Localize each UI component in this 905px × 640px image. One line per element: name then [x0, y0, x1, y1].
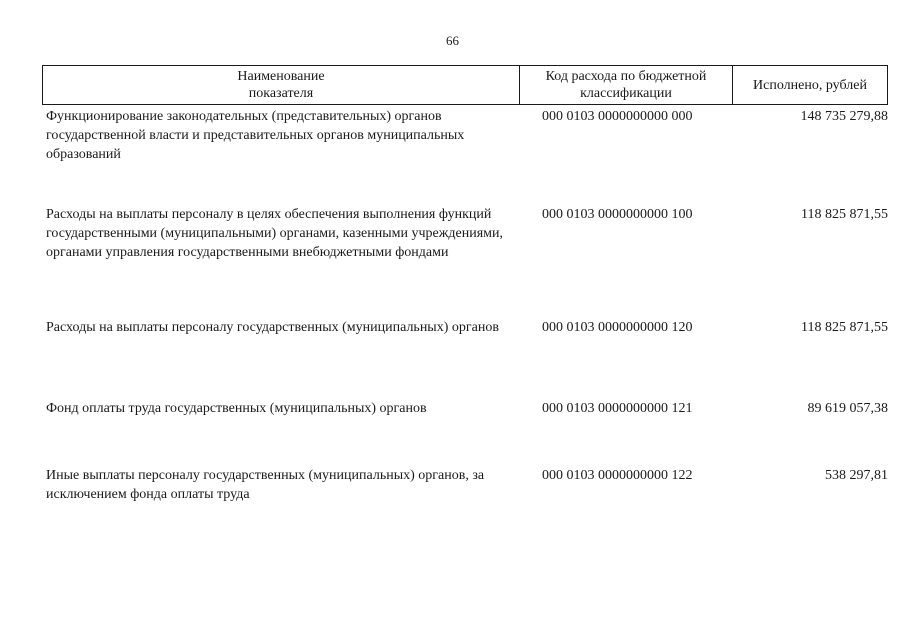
row-name: Иные выплаты персоналу государственных (муниципальных) органов, за исключением фонда оплаты труда — [46, 468, 485, 502]
row-code: 000 0103 0000000000 120 — [542, 320, 693, 335]
header-code-column — [519, 66, 732, 104]
row-code: 000 0103 0000000000 100 — [542, 207, 693, 222]
row-name: Фонд оплаты труда государственных (муниципальных) органов — [46, 401, 427, 416]
table-header — [42, 65, 888, 105]
header-code-line1: Код расхода по бюджетной — [545, 69, 707, 84]
row-code: 000 0103 0000000000 122 — [542, 468, 693, 483]
row-amount: 89 619 057,38 — [807, 401, 888, 416]
row-name: Функционирование законодательных (представительных) органов государственной власти и представительных органов муниципальных образований — [46, 109, 465, 162]
header-executed: Исполнено, рублей — [753, 77, 867, 93]
header-executed-column — [732, 66, 887, 104]
page-number: 66 — [446, 33, 459, 48]
row-code: 000 0103 0000000000 121 — [542, 401, 693, 416]
row-amount: 118 825 871,55 — [801, 207, 888, 222]
header-name-line1: Наименование — [237, 69, 325, 84]
header-name-line2: показателя — [248, 86, 314, 101]
row-code: 000 0103 0000000000 000 — [542, 109, 693, 124]
row-amount: 538 297,81 — [825, 468, 888, 483]
header-name-column — [43, 66, 519, 104]
row-amount: 118 825 871,55 — [801, 320, 888, 335]
row-name: Расходы на выплаты персоналу в целях обеспечения выполнения функций государственными (муниципальными) органами, казенными учреждениями, органами управления государственными внебюджетными фондами — [46, 207, 503, 260]
header-code-line2: классификации — [580, 86, 672, 101]
row-name: Расходы на выплаты персоналу государственных (муниципальных) органов — [46, 320, 499, 335]
row-amount: 148 735 279,88 — [800, 109, 888, 124]
